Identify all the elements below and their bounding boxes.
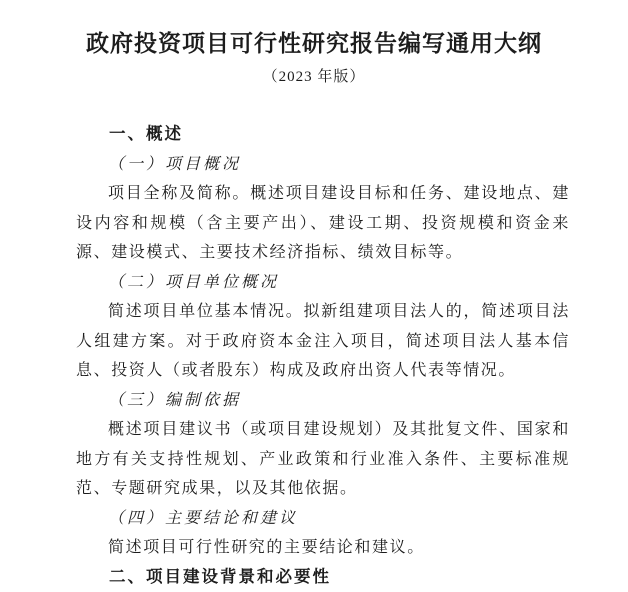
document-title: 政府投资项目可行性研究报告编写通用大纲 (86, 31, 542, 56)
paragraph-project-unit-profile: 简述项目单位基本情况。拟新组建项目法人的，简述项目法人组建方案。对于政府资本金注入项目，简述项目法人基本信息、投资人（或者股东）构成及政府出资人代表等情况。 (76, 303, 570, 379)
subsection-heading-1-1-project-profile: （一）项目概况 (108, 155, 242, 173)
section-heading-1-overview: 一、概述 (109, 125, 183, 143)
subsection-heading-1-4-main-conclusions: （四）主要结论和建议 (108, 509, 299, 527)
document-body (76, 120, 570, 592)
subsection-heading-1-2-project-unit-profile: （二）项目单位概况 (108, 273, 280, 291)
subsection-heading-1-3-compilation-basis: （三）编制依据 (108, 391, 242, 409)
paragraph-main-conclusions: 简述项目可行性研究的主要结论和建议。 (108, 539, 425, 556)
paragraph-project-profile: 项目全称及简称。概述项目建设目标和任务、建设地点、建设内容和规模（含主要产出）、建设工期、投资规模和资金来源、建设模式、主要技术经济指标、绩效目标等。 (76, 185, 570, 261)
paragraph-compilation-basis: 概述项目建议书（或项目建设规划）及其批复文件、国家和地方有关支持性规划、产业政策和行业准入条件、主要标准规范、专题研究成果，以及其他依据。 (76, 421, 570, 497)
document-subtitle: （2023 年版） (262, 69, 366, 85)
section-heading-2-background-necessity: 二、项目建设背景和必要性 (109, 567, 331, 586)
